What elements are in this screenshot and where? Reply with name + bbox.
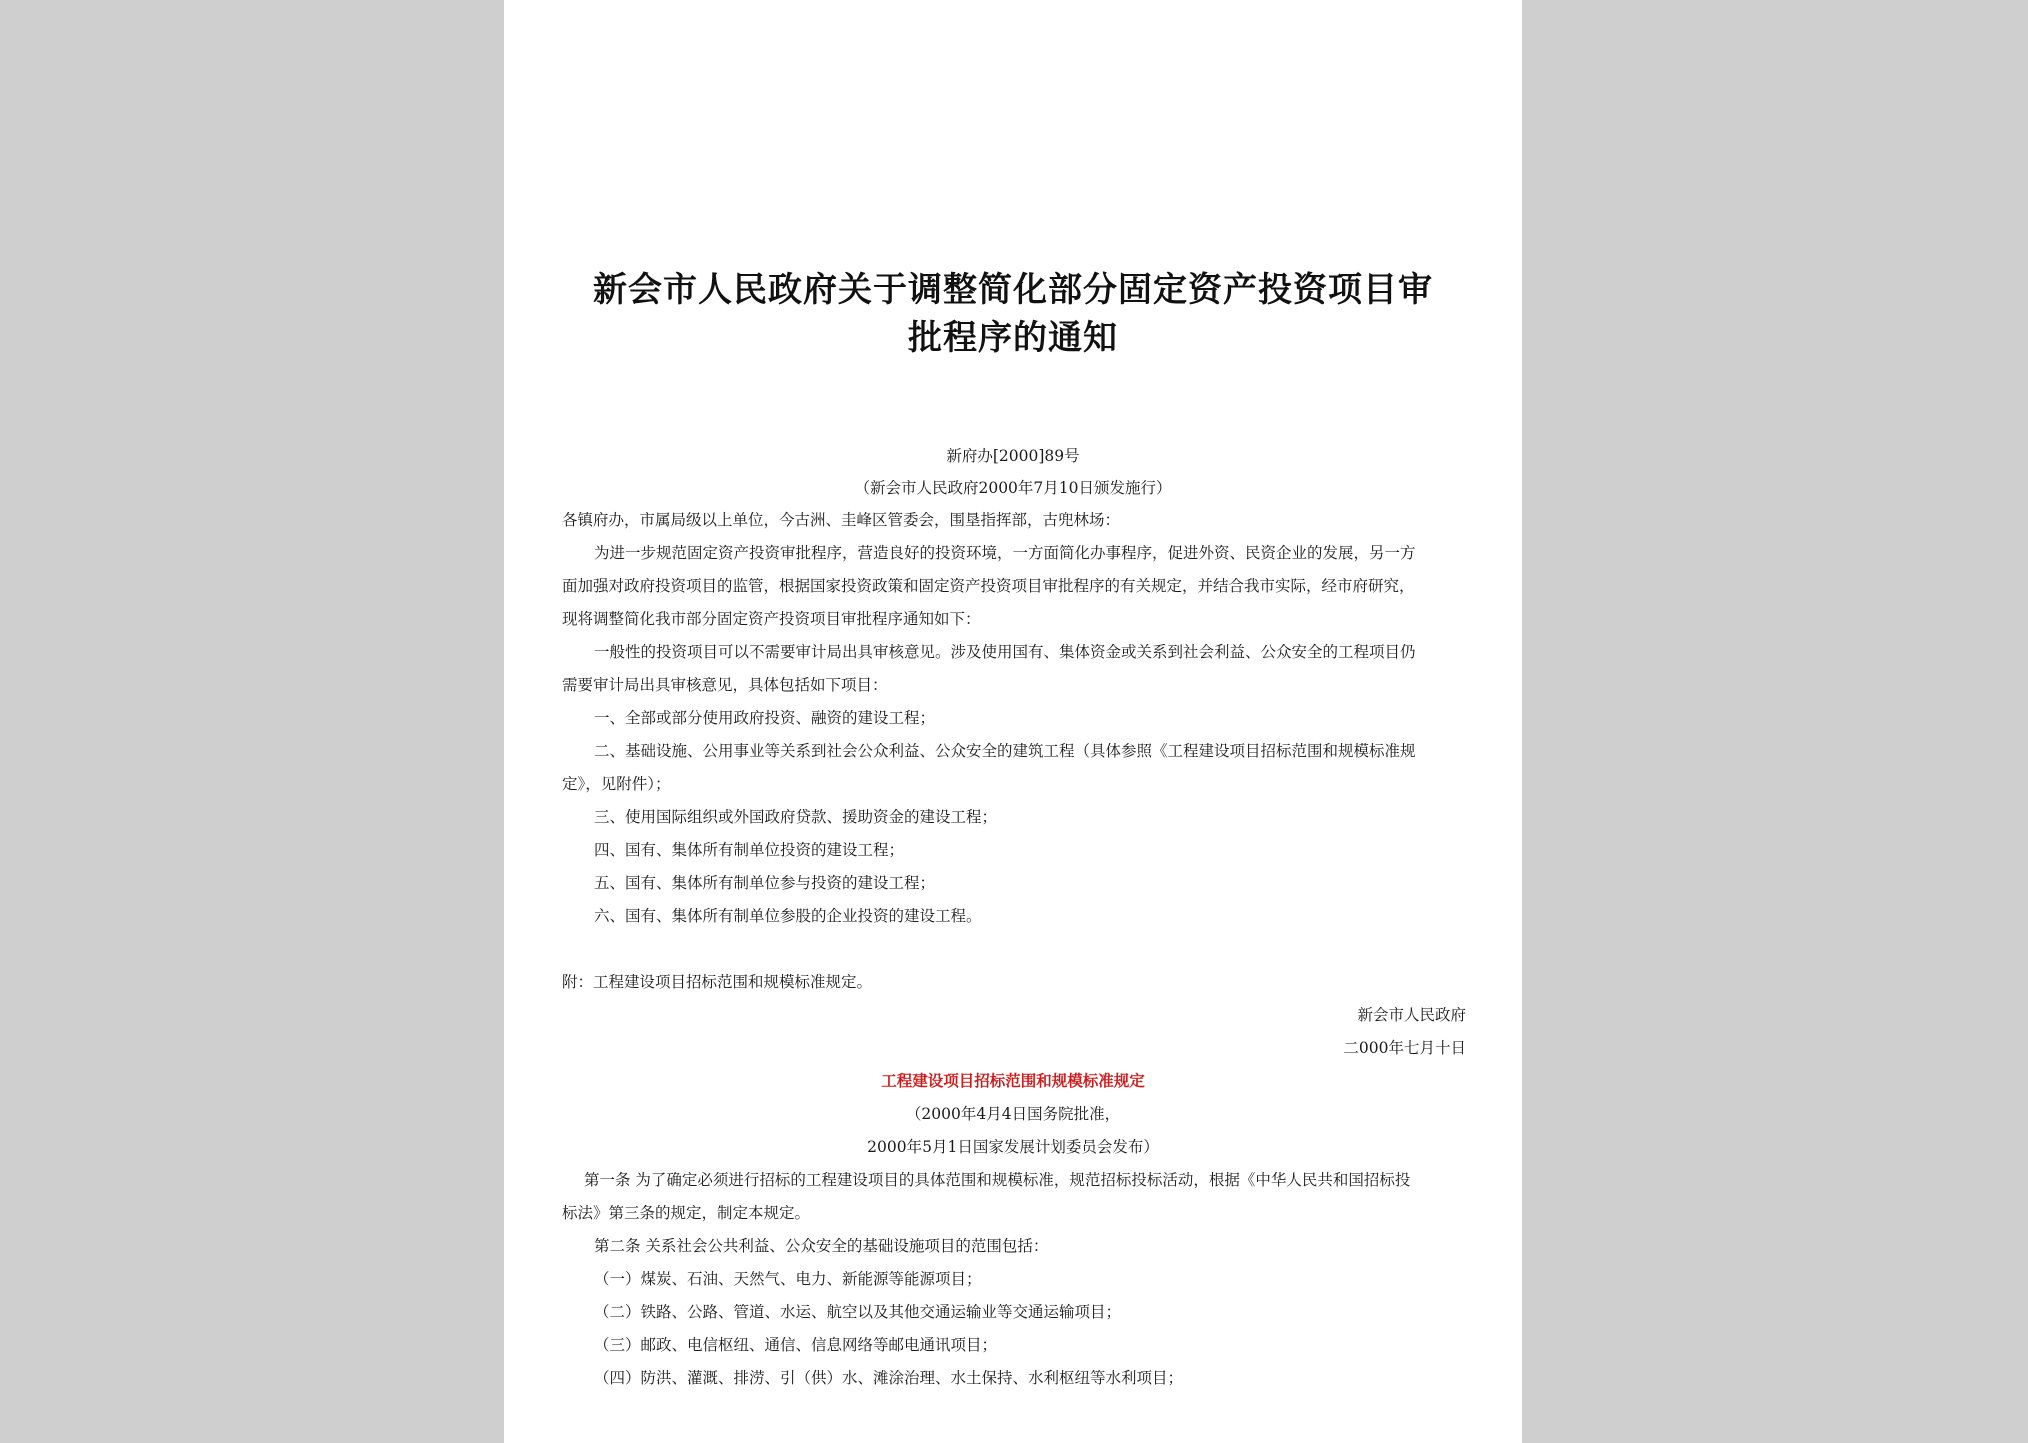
list-item: 三、使用国际组织或外国政府贷款、援助资金的建设工程； [594,808,998,826]
list-item: 定》，见附件）； [562,775,671,793]
intro-line: 为进一步规范固定资产投资审批程序，营造良好的投资环境，一方面简化办事程序，促进外资、民资企业的发展，另一方 [594,544,1416,562]
article-2: 第二条 关系社会公共利益、公众安全的基础设施项目的范围包括： [594,1237,1049,1255]
doc-number: 新府办[2000]89号 [946,447,1080,465]
signature: 新会市人民政府 [1357,1006,1466,1024]
article-1-line: 标法》第三条的规定，制定本规定。 [562,1204,811,1222]
list-item: 二、基础设施、公用事业等关系到社会公众利益、公众安全的建筑工程（具体参照《工程建设项目招标范围和规模标准规 [594,742,1416,760]
intro-line: 面加强对政府投资项目的监管，根据国家投资政策和固定资产投资项目审批程序的有关规定，并结合我市实际，经市府研究， [562,577,1415,595]
article-2-item: （一）煤炭、石油、天然气、电力、新能源等能源项目； [594,1270,982,1288]
attachment-note: 附：工程建设项目招标范围和规模标准规定。 [562,973,873,991]
document-title-line1: 新会市人民政府关于调整简化部分固定资产投资项目审 [593,270,1433,310]
sign-date: 二000年七月十日 [1343,1039,1466,1057]
regulation-note: （2000年4月4日国务院批准， [905,1105,1121,1123]
addressee: 各镇府办，市属局级以上单位，今古洲、圭峰区管委会，围垦指挥部，古兜林场： [562,511,1121,529]
regulation-note: 2000年5月1日国家发展计划委员会发布） [867,1138,1159,1156]
article-2-item: （四）防洪、灌溉、排涝、引（供）水、滩涂治理、水土保持、水利枢纽等水利项目； [594,1369,1184,1387]
document-title-line2: 批程序的通知 [908,318,1118,358]
document-page [504,0,1522,1443]
issue-note: （新会市人民政府2000年7月10日颁发施行） [854,479,1172,497]
general-line: 一般性的投资项目可以不需要审计局出具审核意见。涉及使用国有、集体资金或关系到社会利益、公众安全的工程项目仍 [594,643,1416,661]
article-1-line: 第一条 为了确定必须进行招标的工程建设项目的具体范围和规模标准，规范招标投标活动，根据《中华人民共和国招标投 [584,1171,1411,1189]
list-item: 六、国有、集体所有制单位参股的企业投资的建设工程。 [594,907,982,925]
list-item: 一、全部或部分使用政府投资、融资的建设工程； [594,709,936,727]
general-line: 需要审计局出具审核意见，具体包括如下项目： [562,676,888,694]
article-2-item: （二）铁路、公路、管道、水运、航空以及其他交通运输业等交通运输项目； [594,1303,1122,1321]
intro-line: 现将调整简化我市部分固定资产投资项目审批程序通知如下： [562,610,981,628]
list-item: 四、国有、集体所有制单位投资的建设工程； [594,841,905,859]
list-item: 五、国有、集体所有制单位参与投资的建设工程； [594,874,936,892]
regulation-title: 工程建设项目招标范围和规模标准规定 [881,1072,1145,1090]
article-2-item: （三）邮政、电信枢纽、通信、信息网络等邮电通讯项目； [594,1336,998,1354]
